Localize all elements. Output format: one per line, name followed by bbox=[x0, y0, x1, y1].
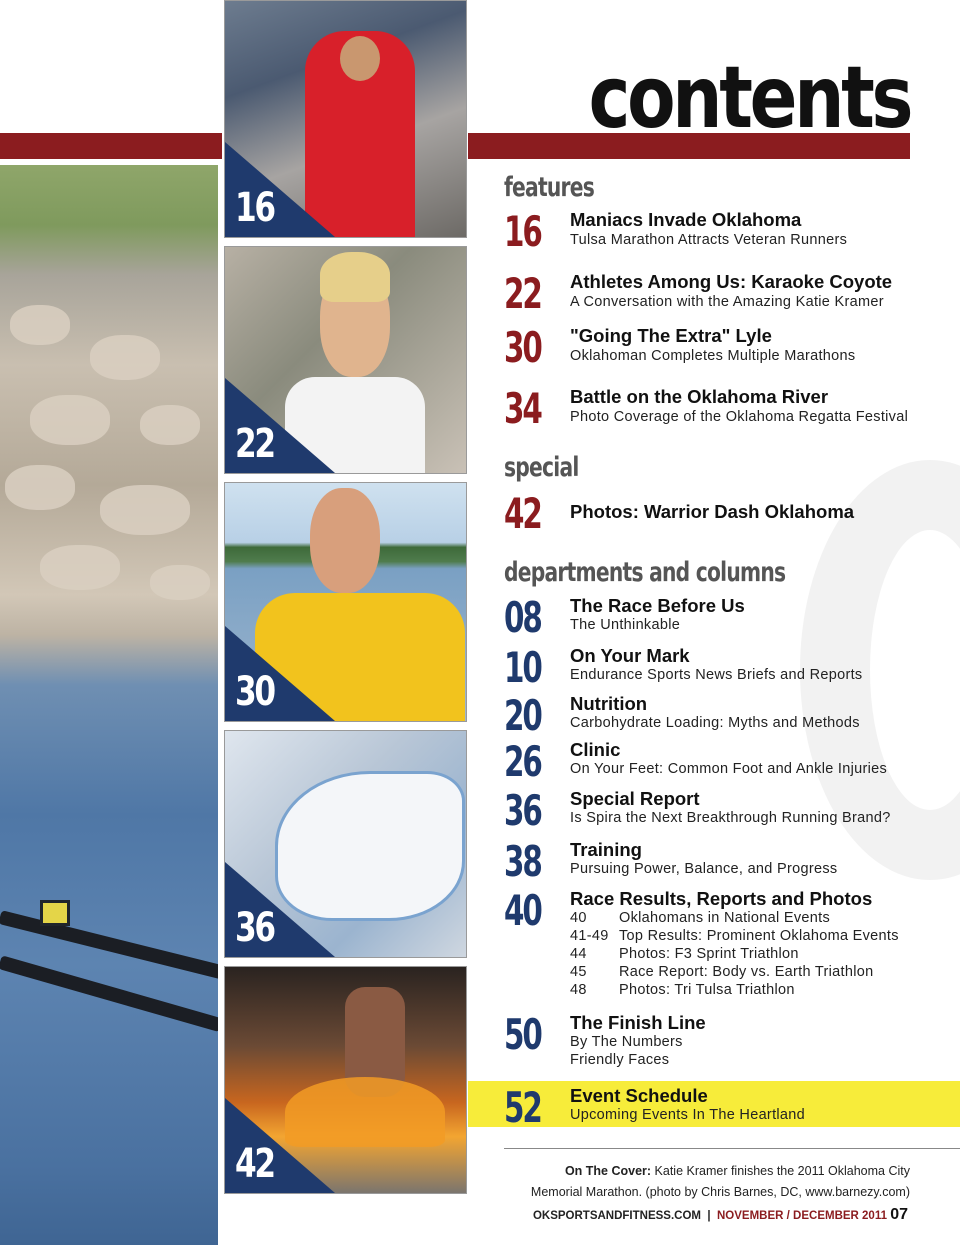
list-item[interactable]: 40 Oklahomans in National Events bbox=[570, 910, 830, 926]
entry-page-number: 16 bbox=[504, 207, 541, 256]
thumbnail-page-number: 42 bbox=[235, 1141, 274, 1187]
entry-subtitle: The Unthinkable bbox=[570, 617, 681, 633]
thumbnail-30[interactable] bbox=[224, 482, 467, 722]
entry-subtitle: Carbohydrate Loading: Myths and Methods bbox=[570, 715, 860, 731]
caption-text: Katie Kramer finishes the 2011 Oklahoma City bbox=[654, 1164, 910, 1178]
entry-title: Event Schedule bbox=[570, 1085, 708, 1106]
list-item[interactable]: 41-49 Top Results: Prominent Oklahoma Events bbox=[570, 928, 899, 944]
thumbnail-page-number: 30 bbox=[235, 669, 274, 715]
entry-page-number: 40 bbox=[504, 886, 541, 935]
cover-caption bbox=[490, 1161, 910, 1203]
entry-title: The Race Before Us bbox=[570, 595, 745, 616]
entry-subtitle: A Conversation with the Amazing Katie Kramer bbox=[570, 294, 884, 310]
thumbnail-42[interactable] bbox=[224, 966, 467, 1194]
entry-subtitle: Upcoming Events In The Heartland bbox=[570, 1107, 806, 1123]
entry-page-number: 26 bbox=[504, 737, 541, 786]
rowing-photo bbox=[0, 165, 218, 1245]
thumbnail-22[interactable] bbox=[224, 246, 467, 474]
divider bbox=[504, 1148, 960, 1149]
section-heading-features: features bbox=[504, 172, 595, 203]
thumbnail-page-number: 22 bbox=[235, 421, 274, 467]
entry-title: Special Report bbox=[570, 788, 700, 809]
entry-page-number: 20 bbox=[504, 691, 541, 740]
entry-subtitle: Friendly Faces bbox=[570, 1052, 670, 1068]
caption-text: Memorial Marathon. (photo by Chris Barnes, DC, www.barnezy.com) bbox=[530, 1185, 910, 1199]
caption-label: On The Cover: bbox=[564, 1164, 652, 1178]
entry-title: "Going The Extra" Lyle bbox=[570, 325, 772, 346]
entry-subtitle: By The Numbers bbox=[570, 1034, 683, 1050]
entry-title: Photos: Warrior Dash Oklahoma bbox=[570, 501, 855, 522]
entry-subtitle: Pursuing Power, Balance, and Progress bbox=[570, 861, 838, 877]
section-heading-special: special bbox=[504, 452, 579, 483]
entry-title: The Finish Line bbox=[570, 1012, 706, 1033]
entry-page-number: 10 bbox=[504, 643, 541, 692]
page-footer bbox=[533, 1206, 908, 1224]
section-heading-departments: departments and columns bbox=[504, 557, 786, 588]
list-item[interactable]: 44 Photos: F3 Sprint Triathlon bbox=[570, 946, 799, 962]
results-sublist bbox=[570, 910, 899, 1000]
entry-page-number: 30 bbox=[504, 323, 541, 372]
page-title: contents bbox=[588, 48, 910, 148]
list-item[interactable]: 48 Photos: Tri Tulsa Triathlon bbox=[570, 982, 795, 998]
entry-page-number: 42 bbox=[504, 489, 541, 538]
entry-subtitle: On Your Feet: Common Foot and Ankle Injuries bbox=[570, 761, 888, 777]
entry-subtitle: Tulsa Marathon Attracts Veteran Runners bbox=[570, 232, 848, 248]
entry-title: Maniacs Invade Oklahoma bbox=[570, 209, 802, 230]
entry-title: Battle on the Oklahoma River bbox=[570, 386, 829, 407]
entry-title: Race Results, Reports and Photos bbox=[570, 888, 873, 909]
entry-page-number: 34 bbox=[504, 384, 541, 433]
thumbnail-page-number: 16 bbox=[235, 185, 274, 231]
footer-page-number: 07 bbox=[890, 1206, 908, 1223]
entry-title: Athletes Among Us: Karaoke Coyote bbox=[570, 271, 893, 292]
footer-issue: NOVEMBER / DECEMBER 2011 bbox=[717, 1210, 887, 1222]
entry-title: On Your Mark bbox=[570, 645, 690, 666]
entry-title: Nutrition bbox=[570, 693, 648, 714]
entry-page-number: 38 bbox=[504, 837, 541, 886]
entry-title: Training bbox=[570, 839, 642, 860]
entry-title: Clinic bbox=[570, 739, 621, 760]
entry-subtitle: Photo Coverage of the Oklahoma Regatta Festival bbox=[570, 409, 909, 425]
footer-separator: | bbox=[707, 1210, 711, 1222]
list-item[interactable]: 45 Race Report: Body vs. Earth Triathlon bbox=[570, 964, 874, 980]
entry-subtitle: Oklahoman Completes Multiple Marathons bbox=[570, 348, 856, 364]
entry-page-number: 36 bbox=[504, 786, 541, 835]
thumbnail-36[interactable] bbox=[224, 730, 467, 958]
entry-page-number: 52 bbox=[504, 1083, 541, 1132]
entry-subtitle: Is Spira the Next Breakthrough Running Brand? bbox=[570, 810, 891, 826]
entry-page-number: 08 bbox=[504, 593, 541, 642]
red-band bbox=[0, 133, 222, 159]
thumbnail-page-number: 36 bbox=[235, 905, 274, 951]
entry-page-number: 50 bbox=[504, 1010, 541, 1059]
footer-site[interactable]: OKSPORTSANDFITNESS.COM bbox=[532, 1210, 701, 1222]
entry-subtitle: Endurance Sports News Briefs and Reports bbox=[570, 667, 863, 683]
thumbnail-16[interactable] bbox=[224, 0, 467, 238]
entry-page-number: 22 bbox=[504, 269, 541, 318]
